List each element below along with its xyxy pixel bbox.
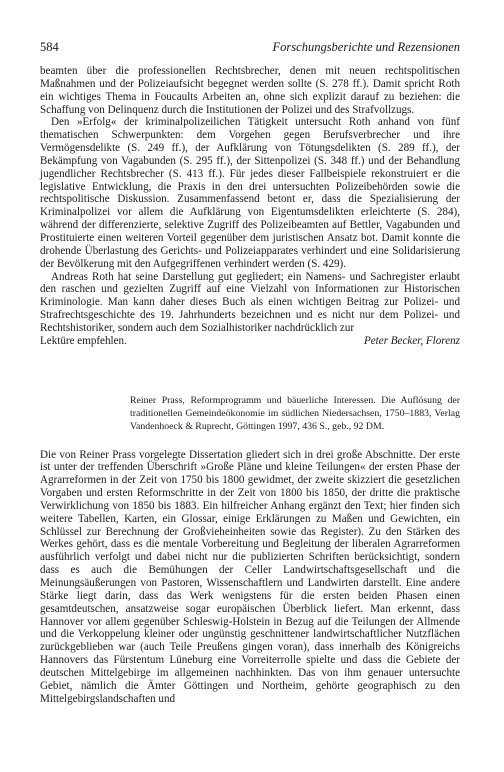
review-paragraph: Die von Reiner Prass vorgelegte Dissertation gliedert sich in drei große Abschnitte. Der erste ist unter der treffenden Überschrift »Große Pläne und kleine Teilungen« der ersten Phase der Agrarreformen in der Zeit von 1750 bis 1800 gewidmet, der zweite skizziert die gesetzlichen Vorgaben und ersten Reformschritte in der Zeit von 1800 bis 1850, der dritte die praktische Verwirklichung von 1850 bis 1883. Ein hilfreicher Anhang ergänzt den Text; hier finden sich weitere Tabellen, Karten, ein Glossar, einige Erklärungen zu Maßen und Gewichten, ein Schlüssel zur Berechnung der Großvieheinheiten sowie das Register). Zu den Stärken des Werkes gehört, dass es die mentale Vorbereitung und Begleitung der liberalen Agrarreformen ausführlich verfolgt und dabei nicht nur die publizierten Schriften berücksichtigt, sondern dass es auch die Bemühungen der Celler Landwirtschaftsgesellschaft und die Meinungsäußerungen von Pastoren, Wissenschaftlern und Landwirten darstellt. Eine andere Stärke liegt darin, dass das Werk wenigstens für die ersten beiden Phasen einen gesamtdeutschen, ansatzweise sogar europäischen Überblick liefert. Man erkennt, dass Hannover vor allem gegenüber Schleswig-Holstein in Bezug auf die Teilungen der Allmende und die Verkoppelung kleiner oder ungünstig geschnittener landwirtschaftlicher Nutzflächen zurückgeblieben war (auch Teile Preußens gingen voran), dass innerhalb des Königreichs Hannovers das Fürstentum Lüneburg eine Vorreiterrolle spielte und dass die Gebiete der deutschen Mittelgebirge im allgemeinen nachhinkten. Das von ihm genauer untersuchte Gebiet, nämlich die Ämter Göttingen und Northeim, gehörte geographisch zu den Mittelgebirgslandschaften und [40, 448, 460, 705]
review-becker [40, 65, 460, 348]
review-closing-paragraph [40, 271, 460, 335]
page-number: 584 [40, 40, 59, 54]
review-prass [40, 449, 460, 706]
closing-last-line: Lektüre empfehlen. [40, 334, 127, 347]
closing-text: Andreas Roth hat seine Darstellung gut gegliedert; ein Namens- und Sachregister erlaubt den raschen und gezielten Zugriff auf eine Vielzahl von Informationen zur Historischen Kriminologie. Man kann daher dieses Buch als einen wichtigen Beitrag zur Polizei- und Strafrechtsgeschichte des 19. Jahrhunderts bezeichnen und es nicht nur dem Polizei- und Rechtshistoriker, sondern auch dem Sozialhistoriker nachdrücklich zur [40, 270, 460, 334]
closing-line [40, 335, 460, 348]
book-page [40, 40, 460, 705]
section-title: Forschungsberichte und Rezensionen [272, 40, 460, 54]
review-paragraph: Den »Erfolg« der kriminalpolizeilichen Tätigkeit untersucht Roth anhand von fünf thematischen Schwerpunkten: dem Vorgehen gegen Berufsverbrecher und ihre Vermögensdelikte (S. 249 ff.), der Aufklärung von Tötungsdelikten (S. 289 ff.), der Bekämpfung von Vagabunden (S. 295 ff.), der Sittenpolizei (S. 348 ff.) und der Behandlung jugendlicher Rechtsbrecher (S. 413 ff.). Für jedes dieser Fallbeispiele rekonstruiert er die legislative Entwicklung, die Praxis in den drei untersuchten Polizeibehörden sowie die rechtspolitische Diskussion. Zusammenfassend betont er, dass die Spezialisierung der Kriminalpolizei vor allem die Aufklärung von Eigentumsdelikten erleichterte (S. 284), während der differenzierte, selektive Zugriff des Polizeibeamten auf Bettler, Vagabunden und Prostituierte einen weiteren Vorteil gegenüber dem juristischen Ansatz bot. Damit konnte die drohende Überlastung des Gerichts- und Polizeiapparates verhindert und eine Solidarisierung der Bevölkerung mit den Aufgegriffenen verhindert werden (S. 429). [40, 116, 460, 270]
reviewer-signature: Peter Becker, Florenz [363, 334, 460, 347]
review-paragraph: beamten über die professionellen Rechtsbrecher, denen mit neuen rechtspolitischen Maßnahmen und der Polizeiaufsicht begegnet werden sollte (S. 278 ff.). Damit spricht Roth ein wichtiges Thema in Foucaults Arbeiten an, ohne sich explizit darauf zu beziehen: die Schaffung von Delinquenz durch die Institutionen der Polizei und des Strafvollzugs. [40, 65, 460, 116]
bibliographic-reference: Reiner Prass, Reformprogramm und bäuerliche Interessen. Die Auflösung der traditionellen Gemeindeökonomie im südlichen Niedersachsen, 1750–1883, Verlag Vandenhoeck & Ruprecht, Göttingen 1997, 436 S., geb., 92 DM. [130, 394, 460, 432]
running-header [40, 40, 460, 55]
